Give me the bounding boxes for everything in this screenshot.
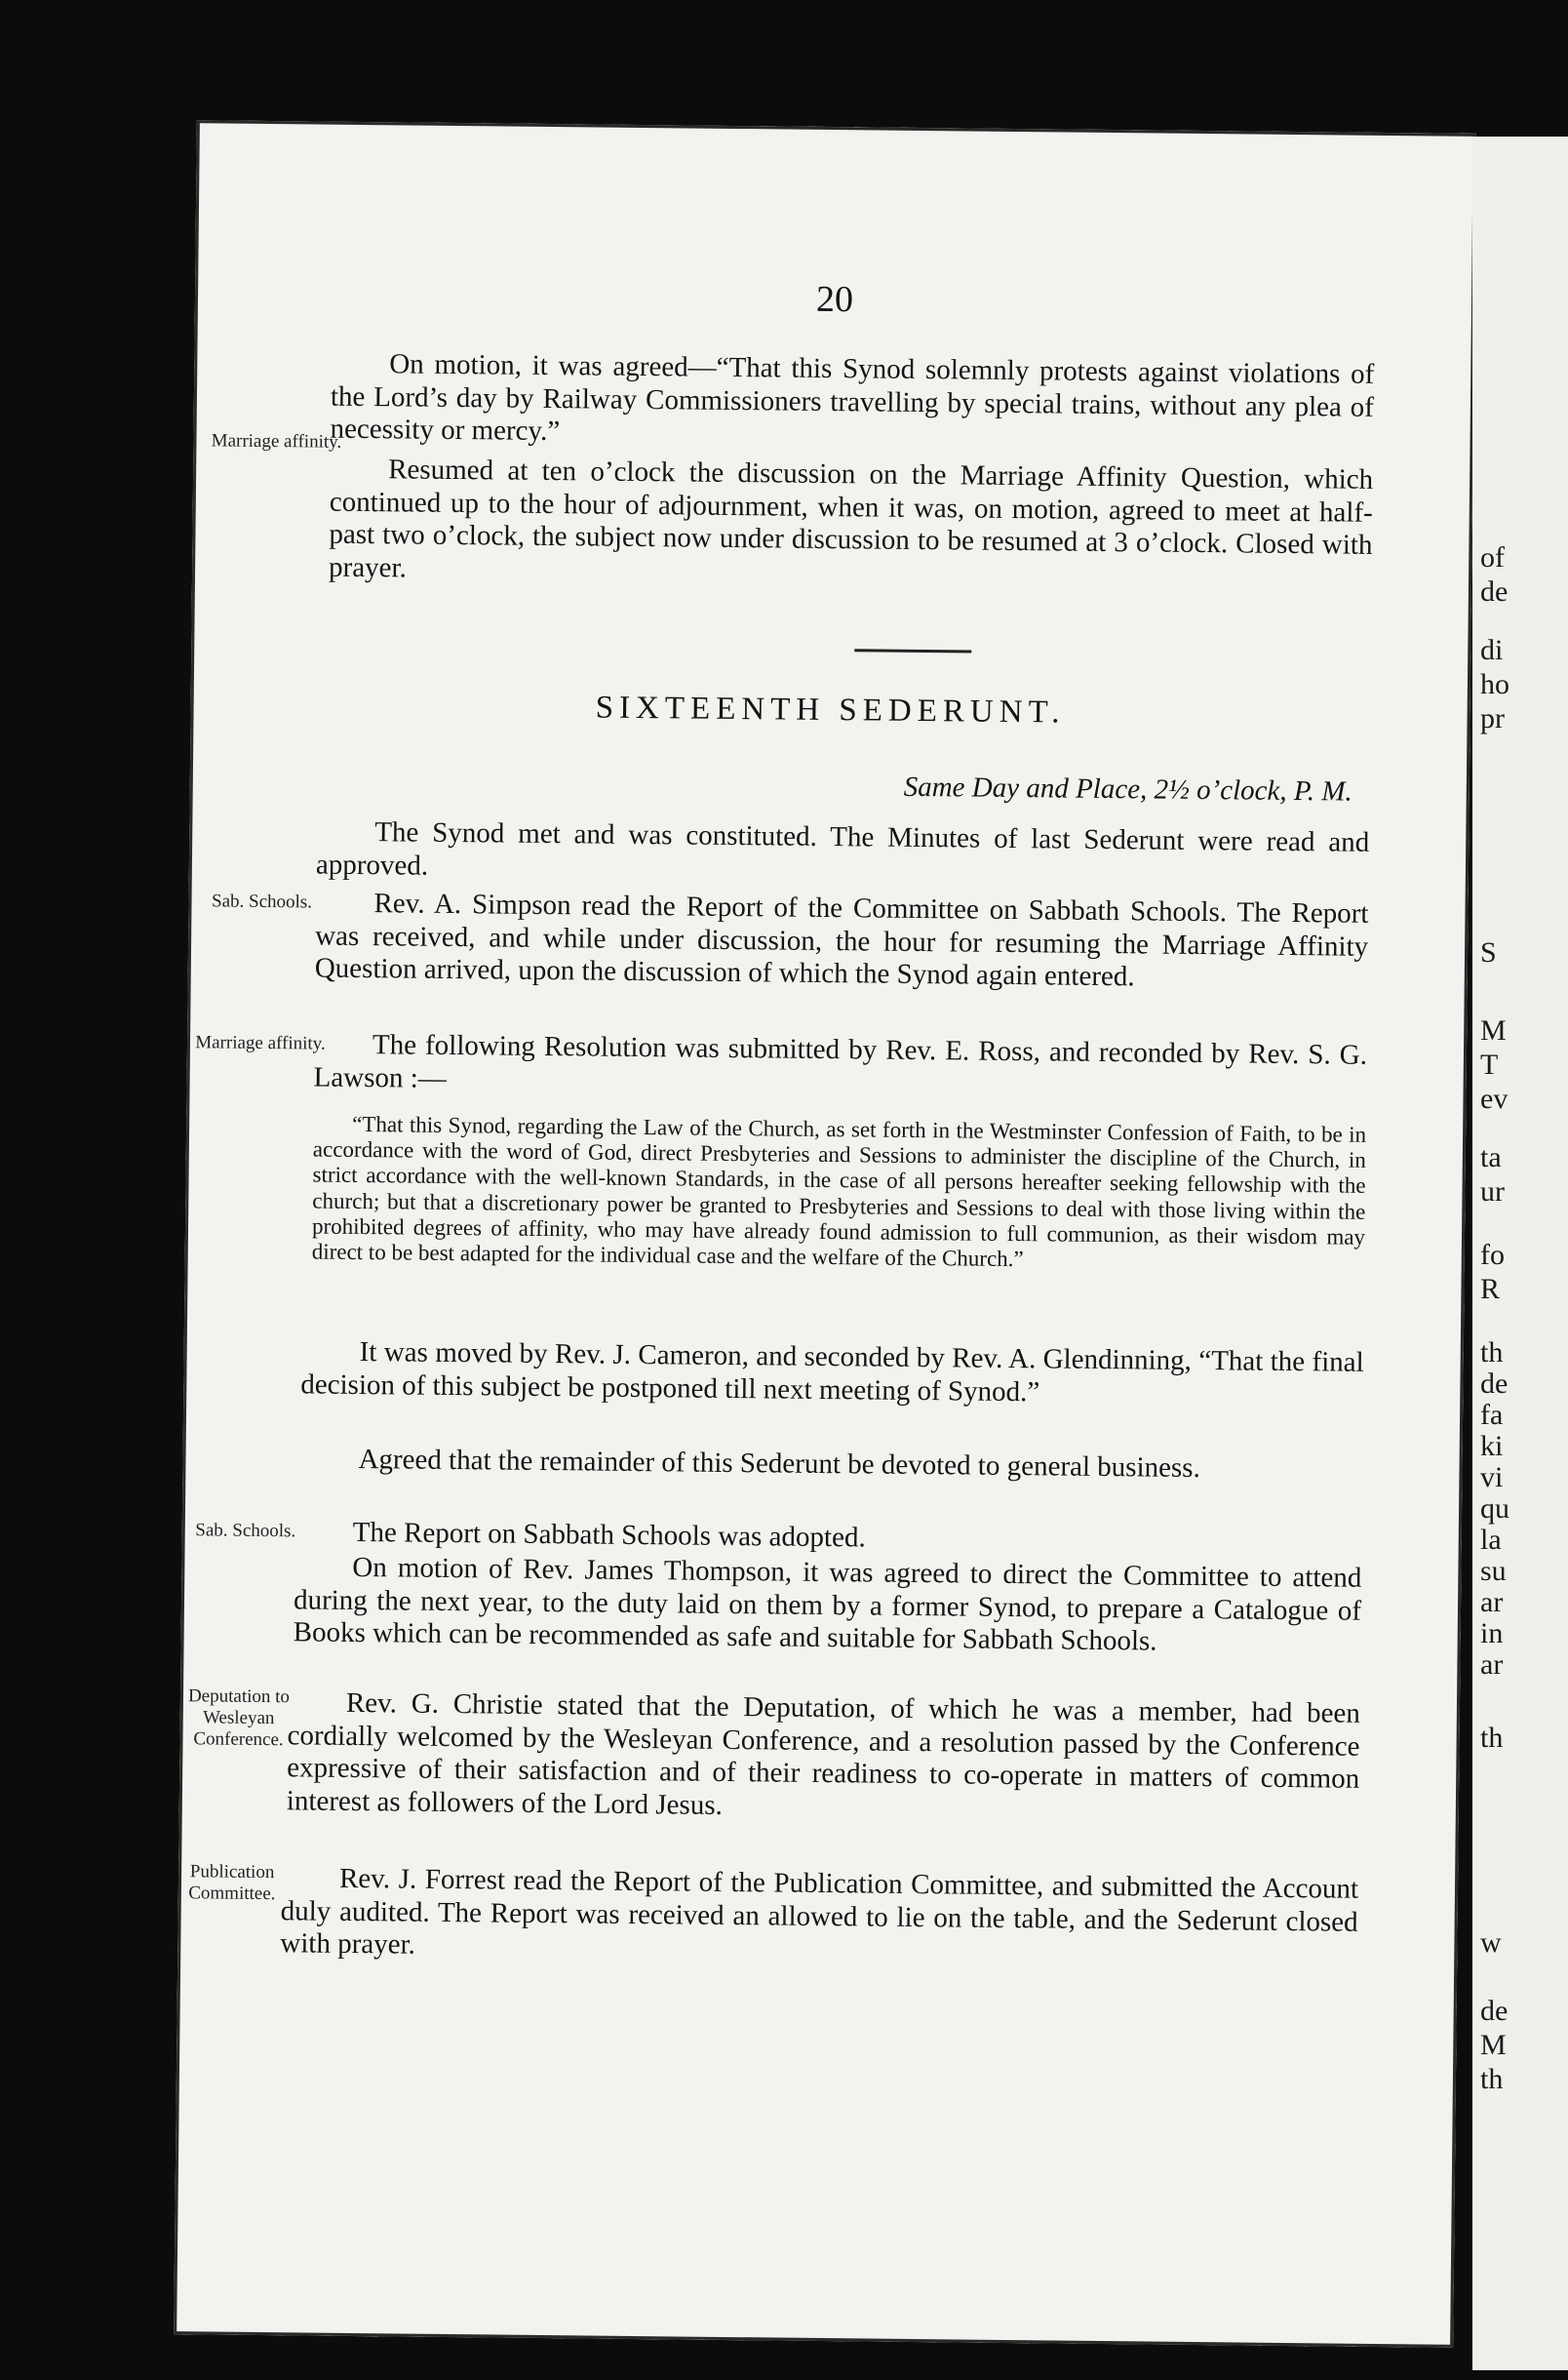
- right-fragment: ev: [1480, 1083, 1509, 1115]
- right-fragment: de: [1480, 1368, 1509, 1400]
- dateline: Same Day and Place, 2½ o’clock, P. M.: [903, 771, 1352, 808]
- paragraph-report-adopted: The Report on Sabbath Schools was adopted.: [352, 1516, 866, 1554]
- right-fragment: su: [1480, 1555, 1507, 1587]
- right-fragment: de: [1480, 1995, 1509, 2027]
- paragraph-christie-deputation: Rev. G. Christie stated that the Deputation, of which he was a member, had been cordially welcomed by the Wesleyan Conference, and a resolution passed by the Conference expressive of their satisfaction and of their readiness to co-operate in matters of common interest as followers of the Lord Jesus.: [286, 1686, 1361, 1821]
- paragraph-general-business: Agreed that the remainder of this Sederunt be devoted to general business.: [358, 1444, 1200, 1485]
- section-divider: [854, 649, 971, 653]
- right-fragment: T: [1480, 1049, 1499, 1081]
- right-fragment: S: [1480, 936, 1497, 969]
- paragraph-synod-constituted: The Synod met and was constituted. The Minutes of last Sederunt were read and approved.: [315, 816, 1370, 882]
- right-fragment: la: [1480, 1524, 1502, 1556]
- margin-note-marriage-affinity-2: Marriage affinity.: [195, 1032, 326, 1054]
- left-page: [174, 120, 1476, 2348]
- right-fragment: th: [1480, 2063, 1504, 2095]
- right-fragment: fa: [1480, 1399, 1504, 1431]
- paragraph-railway-protest: On motion, it was agreed—“That this Synod solemnly protests against violations of the Lord’s day by Railway Commissioners travelling by special trains, without any plea of necessity or mercy.”: [330, 348, 1375, 448]
- paragraph-forrest-report: Rev. J. Forrest read the Report of the Publication Committee, and submitted the Account duly audited. The Report was received an allowed to lie on the table, and the Sederunt closed with prayer.: [280, 1862, 1359, 1961]
- right-fragment: ur: [1480, 1175, 1505, 1208]
- paragraph-simpson-report: Rev. A. Simpson read the Report of the Committee on Sabbath Schools. The Report was received, and while under discussion, the hour for resuming the Marriage Affinity Question arrived, upon the discussion of which the Synod again entered.: [314, 888, 1369, 993]
- right-page-edge: [1472, 137, 1568, 2370]
- margin-note-sab-schools-2: Sab. Schools.: [195, 1520, 296, 1542]
- page-number: 20: [815, 278, 854, 321]
- right-fragment: w: [1480, 1926, 1502, 1959]
- right-fragment: pr: [1480, 702, 1505, 734]
- paragraph-thompson-motion: On motion of Rev. James Thompson, it was agreed to direct the Committee to attend during the next year, to the duty laid on them by a former Synod, to prepare a Catalogue of Books which can be recommended as safe and suitable for Sabbath Schools.: [293, 1551, 1362, 1657]
- right-fragment: R: [1480, 1273, 1501, 1305]
- right-fragment: ho: [1480, 668, 1509, 700]
- right-fragment: ta: [1480, 1141, 1502, 1173]
- right-fragment: in: [1480, 1617, 1504, 1649]
- right-fragment: ar: [1480, 1648, 1504, 1681]
- right-fragment: M: [1480, 1014, 1507, 1047]
- paragraph-resumed-discussion: Resumed at ten o’clock the discussion on the Marriage Affinity Question, which continued up to the hour of adjournment, when it was, on motion, agreed to meet at half-past two o’clock, the subject now under discussion to be resumed at 3 o’clock. Closed with prayer.: [328, 454, 1374, 584]
- resolution-quote: “That this Synod, regarding the Law of the Church, as set forth in the Westminster Confession of Faith, to be in accordance with the word of God, direct Presbyteries and Sessions to administer the discipline of the Church, in strict accordance with the well-known Standards, in the case of all persons hereafter seeking fellowship with the church; but that a discretionary power be granted to Presbyteries and Sessions to deal with those living within the prohibited degrees of affinity, who may have already found admission to full communion, as their wisdom may direct to be best adapted for the individual case and the welfare of the Church.”: [311, 1111, 1367, 1272]
- margin-note-marriage-affinity: Marriage affinity.: [211, 430, 342, 453]
- right-fragment: vi: [1480, 1461, 1504, 1493]
- margin-note-publication: Publication Committee.: [188, 1861, 276, 1904]
- margin-note-deputation: Deputation to Wesleyan Conference.: [187, 1686, 291, 1750]
- right-fragment: M: [1480, 2029, 1507, 2061]
- paragraph-resolution-intro: The following Resolution was submitted by Rev. E. Ross, and reconded by Rev. S. G. Lawson :—: [313, 1029, 1368, 1094]
- right-fragment: qu: [1480, 1492, 1509, 1525]
- right-fragment: ki: [1480, 1430, 1504, 1462]
- section-heading: SIXTEENTH SEDERUNT.: [595, 690, 1066, 731]
- paragraph-cameron-motion: It was moved by Rev. J. Cameron, and seconded by Rev. A. Glendinning, “That the final decision of this subject be postponed till next meeting of Synod.”: [300, 1336, 1364, 1408]
- right-fragment: th: [1480, 1336, 1504, 1368]
- margin-note-sab-schools: Sab. Schools.: [211, 891, 313, 913]
- right-fragment: ar: [1480, 1586, 1504, 1618]
- right-fragment: de: [1480, 575, 1509, 608]
- right-fragment: of: [1480, 541, 1505, 574]
- right-fragment: di: [1480, 634, 1504, 666]
- right-fragment: th: [1480, 1722, 1504, 1754]
- right-fragment: fo: [1480, 1239, 1505, 1271]
